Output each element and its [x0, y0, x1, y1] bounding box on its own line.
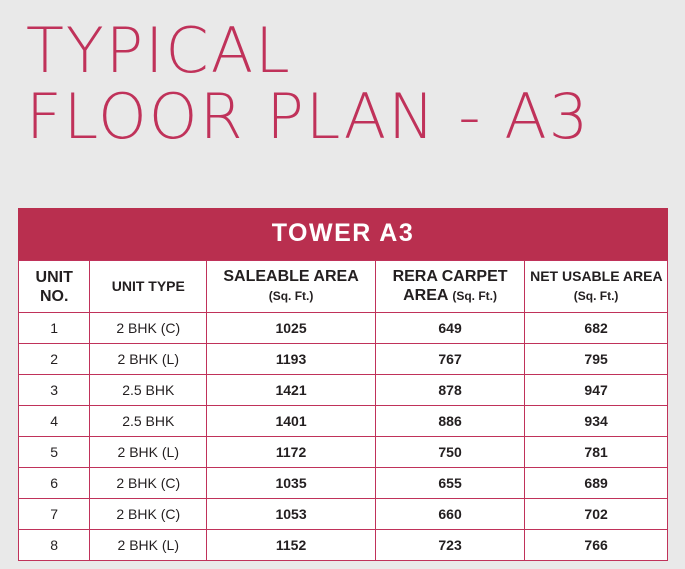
tower-header: TOWER A3 [18, 208, 668, 260]
column-header-net-usable-area [525, 261, 668, 313]
cell-net-usable-area: 682 [525, 313, 668, 344]
cell-unit-no: 7 [19, 499, 90, 530]
cell-rera-carpet-area: 655 [375, 468, 524, 499]
cell-unit-no: 8 [19, 530, 90, 561]
unit-table-section [18, 208, 668, 561]
cell-net-usable-area: 795 [525, 344, 668, 375]
table-row [19, 344, 668, 375]
table-row [19, 375, 668, 406]
cell-rera-carpet-area: 649 [375, 313, 524, 344]
cell-unit-no: 5 [19, 437, 90, 468]
cell-saleable-area: 1053 [207, 499, 376, 530]
column-header-unit-type [90, 261, 207, 313]
table-header-row [19, 261, 668, 313]
cell-rera-carpet-area: 750 [375, 437, 524, 468]
cell-unit-type: 2 BHK (C) [90, 468, 207, 499]
table-body [19, 313, 668, 561]
cell-unit-no: 1 [19, 313, 90, 344]
cell-unit-no: 2 [19, 344, 90, 375]
cell-rera-carpet-area: 723 [375, 530, 524, 561]
column-header-net-usable-area-sub: (Sq. Ft.) [573, 289, 619, 303]
cell-net-usable-area: 689 [525, 468, 668, 499]
cell-unit-type: 2.5 BHK [90, 406, 207, 437]
cell-saleable-area: 1035 [207, 468, 376, 499]
cell-unit-type: 2 BHK (C) [90, 499, 207, 530]
cell-unit-no: 4 [19, 406, 90, 437]
column-header-saleable-area-sub: (Sq. Ft.) [268, 289, 314, 303]
cell-saleable-area: 1025 [207, 313, 376, 344]
unit-table [18, 260, 668, 561]
table-row [19, 499, 668, 530]
column-header-rera-carpet-area [375, 261, 524, 313]
cell-rera-carpet-area: 660 [375, 499, 524, 530]
table-row [19, 406, 668, 437]
cell-saleable-area: 1421 [207, 375, 376, 406]
cell-saleable-area: 1193 [207, 344, 376, 375]
column-header-unit-no [19, 261, 90, 313]
page-title [0, 0, 685, 153]
cell-saleable-area: 1152 [207, 530, 376, 561]
table-row [19, 313, 668, 344]
cell-net-usable-area: 766 [525, 530, 668, 561]
cell-unit-type: 2 BHK (C) [90, 313, 207, 344]
cell-unit-type: 2 BHK (L) [90, 437, 207, 468]
page-title-line-2: FLOOR PLAN - A3 [26, 80, 591, 153]
column-header-unit-no-main: UNIT NO. [35, 268, 73, 305]
cell-net-usable-area: 781 [525, 437, 668, 468]
cell-saleable-area: 1401 [207, 406, 376, 437]
cell-net-usable-area: 947 [525, 375, 668, 406]
cell-rera-carpet-area: 886 [375, 406, 524, 437]
cell-unit-type: 2 BHK (L) [90, 530, 207, 561]
table-row [19, 468, 668, 499]
column-header-saleable-area [207, 261, 376, 313]
cell-net-usable-area: 934 [525, 406, 668, 437]
column-header-rera-carpet-area-main: RERA CARPET AREA [392, 268, 508, 304]
page-title-line-1: TYPICAL [26, 14, 292, 87]
cell-rera-carpet-area: 767 [375, 344, 524, 375]
column-header-saleable-area-main: SALEABLE AREA [223, 268, 359, 285]
table-row [19, 530, 668, 561]
column-header-unit-type-main: UNIT TYPE [111, 278, 185, 294]
cell-unit-no: 6 [19, 468, 90, 499]
cell-rera-carpet-area: 878 [375, 375, 524, 406]
table-row [19, 437, 668, 468]
column-header-rera-carpet-area-sub: (Sq. Ft.) [452, 289, 497, 303]
cell-saleable-area: 1172 [207, 437, 376, 468]
cell-unit-type: 2.5 BHK [90, 375, 207, 406]
cell-unit-no: 3 [19, 375, 90, 406]
cell-net-usable-area: 702 [525, 499, 668, 530]
column-header-net-usable-area-main: NET USABLE AREA [530, 268, 663, 284]
cell-unit-type: 2 BHK (L) [90, 344, 207, 375]
